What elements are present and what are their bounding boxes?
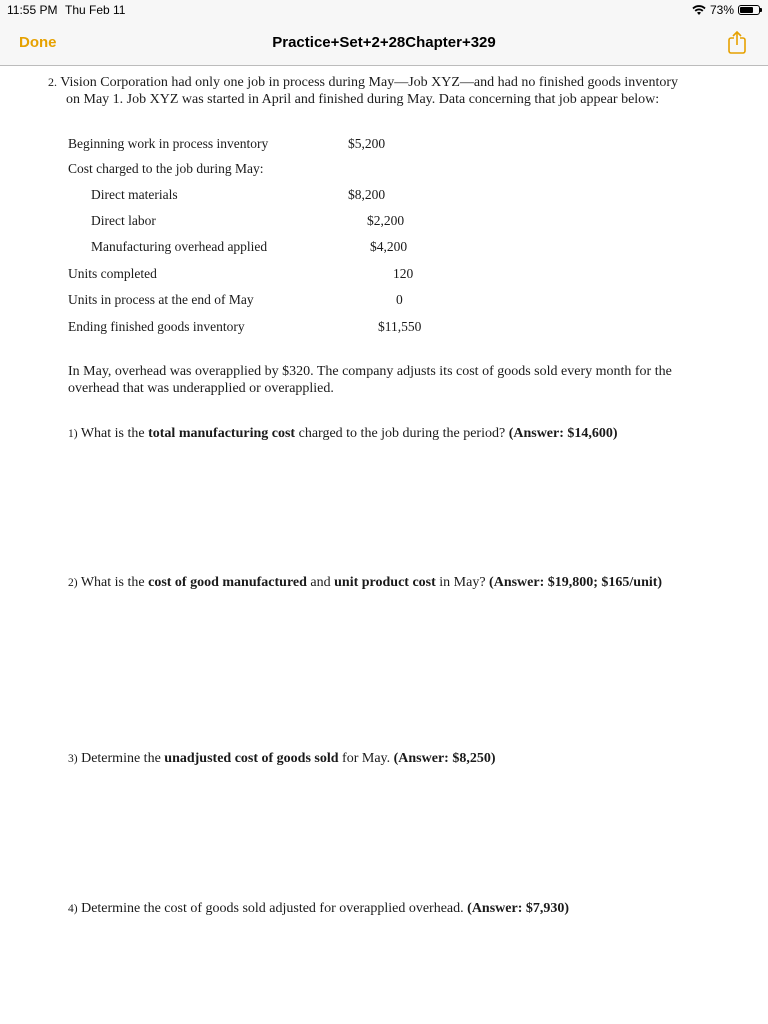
question-4	[68, 900, 758, 918]
question-1-bold: total manufacturing cost	[148, 426, 296, 441]
row-value-units-in-process: 0	[396, 292, 403, 307]
share-icon[interactable]	[726, 30, 748, 54]
question-2-answer: (Answer: $19,800; $165/unit)	[489, 575, 663, 590]
question-2-mid1: and	[306, 575, 335, 590]
row-label-units-completed: Units completed	[68, 266, 157, 281]
question-2-bold2: unit product cost	[334, 575, 436, 590]
question-1	[68, 425, 758, 443]
row-value-beginning-wip: $5,200	[348, 136, 386, 151]
battery-icon	[738, 5, 760, 15]
problem-intro	[48, 74, 738, 108]
document-title: Practice+Set+2+28Chapter+329	[272, 34, 496, 51]
row-value-overhead-applied: $4,200	[370, 239, 408, 254]
row-label-cost-charged: Cost charged to the job during May:	[68, 161, 264, 176]
wifi-icon	[692, 5, 706, 16]
question-4-answer: (Answer: $7,930)	[467, 901, 570, 916]
battery-percent: 73%	[709, 3, 734, 17]
question-1-mid: charged to the job during the period?	[295, 426, 509, 441]
row-label-ending-fg: Ending finished goods inventory	[68, 319, 245, 334]
question-3-number: 3)	[68, 753, 78, 765]
question-1-pre: What is the	[77, 426, 149, 441]
question-2-number: 2)	[68, 577, 78, 589]
status-date: Thu Feb 11	[65, 3, 126, 17]
done-button[interactable]: Done	[19, 34, 57, 51]
question-3-mid: for May.	[338, 751, 394, 766]
question-4-number: 4)	[68, 903, 78, 915]
row-value-units-completed: 120	[393, 266, 414, 281]
row-value-direct-materials: $8,200	[348, 187, 386, 202]
battery-fill	[740, 7, 753, 13]
question-3-pre: Determine the	[77, 751, 165, 766]
question-3-answer: (Answer: $8,250)	[393, 751, 496, 766]
row-value-ending-fg: $11,550	[378, 319, 422, 334]
question-3-bold: unadjusted cost of goods sold	[164, 751, 339, 766]
row-label-beginning-wip: Beginning work in process inventory	[68, 136, 269, 151]
problem-intro-line1: Vision Corporation had only one job in process during May—Job XYZ—and had no finished goods inventory	[60, 75, 679, 90]
question-4-pre: Determine the cost of goods sold adjusted for overapplied overhead.	[77, 901, 468, 916]
row-value-direct-labor: $2,200	[367, 213, 405, 228]
question-1-answer: (Answer: $14,600)	[508, 426, 618, 441]
status-right	[692, 3, 760, 17]
navigation-bar	[0, 20, 768, 66]
overhead-line1: In May, overhead was overapplied by $320. The company adjusts its cost of goods sold every month for the	[68, 364, 672, 379]
question-2	[68, 574, 758, 592]
question-2-mid2: in May?	[435, 575, 490, 590]
row-label-units-in-process: Units in process at the end of May	[68, 292, 254, 307]
status-time: 11:55 PM	[7, 3, 58, 17]
row-label-direct-materials: Direct materials	[91, 187, 178, 202]
question-2-bold1: cost of good manufactured	[148, 575, 307, 590]
status-bar	[0, 0, 768, 20]
document-page	[0, 66, 768, 1024]
question-3	[68, 750, 758, 768]
row-label-direct-labor: Direct labor	[91, 213, 156, 228]
overhead-line2: overhead that was underapplied or overapplied.	[68, 381, 334, 396]
problem-intro-line2: on May 1. Job XYZ was started in April and finished during May. Data concerning that job appear below:	[66, 92, 660, 107]
overhead-paragraph	[68, 363, 748, 397]
question-1-number: 1)	[68, 428, 78, 440]
problem-number: 2.	[48, 75, 57, 89]
row-label-overhead-applied: Manufacturing overhead applied	[91, 239, 268, 254]
question-2-pre: What is the	[77, 575, 149, 590]
